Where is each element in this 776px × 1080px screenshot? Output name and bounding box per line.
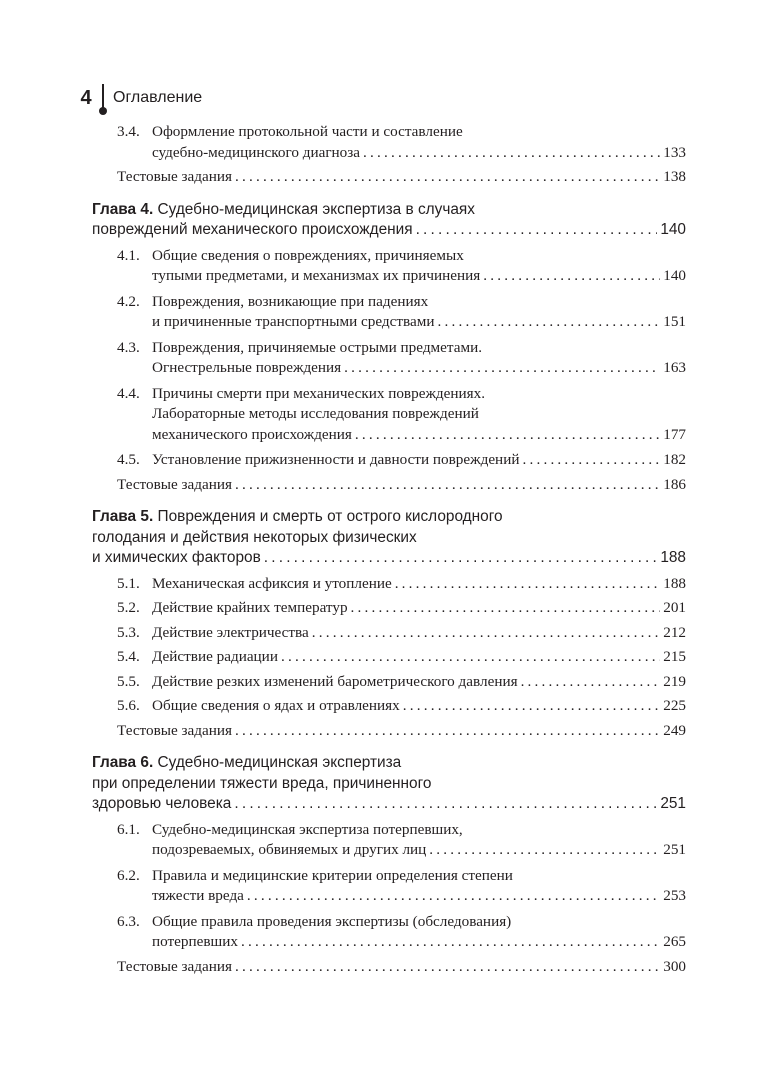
section-title-line: Повреждения, причиняемые острыми предметами. <box>152 338 482 356</box>
tests-title: Тестовые задания <box>117 475 232 493</box>
toc-tests-ch3[interactable] <box>117 167 686 188</box>
section-title-line: Лабораторные методы исследования повреждений <box>152 405 479 422</box>
section-title: Действие радиации <box>152 648 278 665</box>
dot-leader <box>312 623 660 644</box>
section-title: Действие электричества <box>152 623 309 641</box>
toc-section-5-1[interactable] <box>117 574 686 595</box>
section-number: 6.2. <box>117 866 140 884</box>
section-number: 5.6. <box>117 697 140 714</box>
chapter-label: Глава 6. <box>92 754 154 771</box>
page-ref: 215 <box>663 648 686 665</box>
section-number: 5.4. <box>117 648 140 665</box>
section-title-line: Правила и медицинские критерии определения степени <box>152 866 513 884</box>
tests-title: Тестовые задания <box>117 721 232 739</box>
page-ref: 133 <box>663 143 686 161</box>
dot-leader <box>363 143 660 164</box>
divider-dot <box>99 107 107 115</box>
page-ref: 251 <box>663 841 686 858</box>
page-ref: 251 <box>660 795 686 812</box>
toc-tests-ch5[interactable] <box>117 721 686 742</box>
section-title-line: потерпевших <box>152 933 238 950</box>
section-number: 4.3. <box>117 338 140 356</box>
section-title: Механическая асфиксия и утопление <box>152 574 392 592</box>
toc-tests-ch4[interactable] <box>117 475 686 496</box>
dot-leader <box>344 358 660 379</box>
section-number: 6.3. <box>117 912 140 930</box>
page-ref: 253 <box>663 887 686 904</box>
chapter-title-line: Повреждения и смерть от острого кислородного <box>157 508 503 525</box>
section-title-line: Судебно-медицинская экспертиза потерпевших, <box>152 820 463 838</box>
dot-leader <box>521 672 661 693</box>
page-ref: 163 <box>663 359 686 376</box>
chapter-title-line: Судебно-медицинская экспертиза в случаях <box>157 200 475 218</box>
page-ref: 201 <box>663 599 686 616</box>
table-of-contents <box>92 122 686 977</box>
section-number: 3.4. <box>117 123 140 140</box>
section-title: Действие крайних температур <box>152 599 348 616</box>
chapter-label: Глава 4. <box>92 200 154 218</box>
running-header <box>78 84 202 112</box>
chapter-title-line: и химических факторов <box>92 549 261 566</box>
dot-leader <box>235 957 660 978</box>
section-number: 4.1. <box>117 246 140 264</box>
section-title-line: Огнестрельные повреждения <box>152 359 342 376</box>
toc-section-5-4[interactable] <box>117 647 686 668</box>
tests-title: Тестовые задания <box>117 168 232 185</box>
toc-section-5-5[interactable] <box>117 672 686 693</box>
page-ref: 188 <box>663 574 686 592</box>
section-title-line: Общие сведения о повреждениях, причиняемых <box>152 246 464 264</box>
dot-leader <box>355 425 660 446</box>
toc-tests-ch6[interactable] <box>117 957 686 978</box>
dot-leader <box>264 548 658 569</box>
page-ref: 300 <box>663 957 686 975</box>
chapter-title-line: Судебно-медицинская экспертиза <box>157 754 402 771</box>
section-title-line: Причины смерти при механических повреждениях. <box>152 384 486 402</box>
toc-section-4-4[interactable] <box>117 384 686 446</box>
dot-leader <box>247 886 660 907</box>
section-title-line: Оформление протокольной части и составление <box>152 123 463 140</box>
page-number: 4 <box>80 86 92 109</box>
dot-leader <box>429 840 660 861</box>
section-title-line: Общие правила проведения экспертизы (обследования) <box>152 912 512 930</box>
section-title: Действие резких изменений барометрического давления <box>152 672 518 690</box>
dot-leader <box>351 598 661 619</box>
toc-section-4-5[interactable] <box>117 450 686 471</box>
section-title-line: тупыми предметами, и механизмах их причинения <box>152 267 481 284</box>
toc-chapter-6[interactable] <box>92 753 686 815</box>
section-number: 5.1. <box>117 574 140 592</box>
section-title-line: механического происхождения <box>152 425 352 443</box>
toc-section-6-1[interactable] <box>117 820 686 861</box>
section-title-line: тяжести вреда <box>152 887 244 904</box>
chapter-title-line: повреждений механического происхождения <box>92 221 413 238</box>
dot-leader <box>437 312 660 333</box>
dot-leader <box>241 932 660 953</box>
toc-section-5-6[interactable] <box>117 696 686 717</box>
dot-leader <box>416 220 658 241</box>
page-ref: 140 <box>663 267 686 284</box>
section-number: 6.1. <box>117 820 140 838</box>
chapter-title-line: здоровью человека <box>92 795 232 812</box>
section-title-line: Повреждения, возникающие при падениях <box>152 292 429 310</box>
page-ref: 140 <box>660 221 686 238</box>
section-title: Установление прижизненности и давности повреждений <box>152 451 520 468</box>
page-ref: 186 <box>663 475 686 493</box>
section-number: 4.2. <box>117 292 140 310</box>
tests-title: Тестовые задания <box>117 957 232 975</box>
page-ref: 182 <box>663 451 686 468</box>
dot-leader <box>281 647 660 668</box>
section-title: Общие сведения о ядах и отравлениях <box>152 697 400 714</box>
page-ref: 265 <box>663 933 686 950</box>
dot-leader <box>234 794 657 815</box>
section-number: 5.2. <box>117 599 140 616</box>
toc-chapter-5[interactable] <box>92 507 686 569</box>
chapter-title-line: голодания и действия некоторых физических <box>92 528 417 546</box>
header-title: Оглавление <box>113 89 203 106</box>
page-ref: 212 <box>663 623 686 641</box>
page-ref: 219 <box>663 672 686 690</box>
toc-section-4-3[interactable] <box>117 338 686 379</box>
toc-section-3-4[interactable] <box>117 122 686 163</box>
section-number: 5.3. <box>117 623 140 641</box>
dot-leader <box>395 574 661 595</box>
dot-leader <box>522 450 660 471</box>
section-title-line: судебно-медицинского диагноза <box>152 143 361 161</box>
page-ref: 188 <box>660 549 686 566</box>
page-ref: 177 <box>663 425 686 443</box>
toc-section-4-1[interactable] <box>117 246 686 287</box>
header-divider <box>102 84 104 112</box>
dot-leader <box>235 475 660 496</box>
dot-leader <box>483 266 660 287</box>
section-title-line: подозреваемых, обвиняемых и других лиц <box>152 841 427 858</box>
section-number: 4.4. <box>117 384 140 402</box>
section-title-line: и причиненные транспортными средствами <box>152 313 435 330</box>
dot-leader <box>235 167 660 188</box>
section-number: 5.5. <box>117 672 140 690</box>
toc-section-4-2[interactable] <box>117 292 686 333</box>
chapter-label: Глава 5. <box>92 508 154 525</box>
dot-leader <box>235 721 660 742</box>
toc-section-5-2[interactable] <box>117 598 686 619</box>
page-ref: 138 <box>663 168 686 185</box>
page-ref: 225 <box>663 697 686 714</box>
toc-section-5-3[interactable] <box>117 623 686 644</box>
toc-chapter-4[interactable] <box>92 200 686 241</box>
dot-leader <box>403 696 660 717</box>
page-ref: 249 <box>663 721 686 739</box>
toc-section-6-2[interactable] <box>117 866 686 907</box>
chapter-title-line: при определении тяжести вреда, причиненного <box>92 774 432 792</box>
page-ref: 151 <box>663 313 686 330</box>
section-number: 4.5. <box>117 451 140 468</box>
toc-section-6-3[interactable] <box>117 912 686 953</box>
